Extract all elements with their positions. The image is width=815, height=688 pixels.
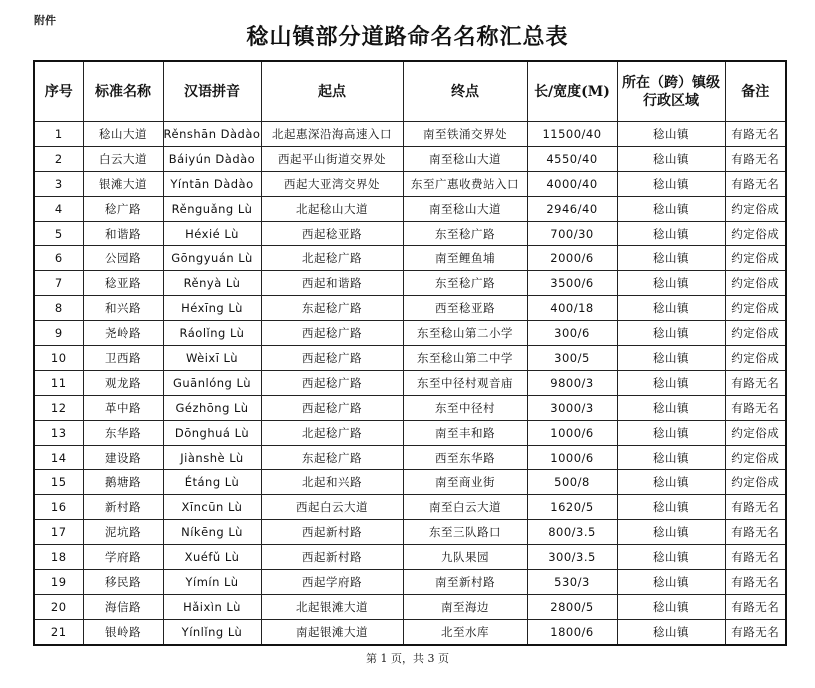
serial-no-cell: 21	[34, 619, 83, 644]
serial-no-cell: 1	[34, 122, 83, 147]
pinyin-cell: Héxié Lù	[163, 221, 261, 246]
standard-name-cell: 革中路	[83, 395, 163, 420]
admin-area-cell: 稔山镇	[617, 122, 725, 147]
end-point-cell: 东至稔山第二小学	[403, 321, 527, 346]
start-point-cell: 西起学府路	[261, 570, 403, 595]
serial-no-cell: 4	[34, 196, 83, 221]
remarks-cell: 约定俗成	[725, 321, 786, 346]
start-point-cell: 西起稔亚路	[261, 221, 403, 246]
table-row	[34, 520, 786, 545]
serial-no-cell: 17	[34, 520, 83, 545]
length-width-cell: 400/18	[527, 296, 617, 321]
length-width-cell: 4000/40	[527, 171, 617, 196]
pinyin-cell: Báiyún Dàdào	[163, 146, 261, 171]
header-length-width: 长/宽度(M)	[527, 61, 617, 122]
admin-area-cell: 稔山镇	[617, 619, 725, 644]
end-point-cell: 东至稔广路	[403, 271, 527, 296]
admin-area-cell: 稔山镇	[617, 321, 725, 346]
header-standard-name: 标准名称	[83, 61, 163, 122]
start-point-cell: 北起和兴路	[261, 470, 403, 495]
remarks-cell: 约定俗成	[725, 470, 786, 495]
remarks-cell: 约定俗成	[725, 196, 786, 221]
admin-area-cell: 稔山镇	[617, 246, 725, 271]
serial-no-cell: 5	[34, 221, 83, 246]
pinyin-cell: Wèixī Lù	[163, 346, 261, 371]
end-point-cell: 南至铁涌交界处	[403, 122, 527, 147]
length-width-cell: 500/8	[527, 470, 617, 495]
remarks-cell: 约定俗成	[725, 346, 786, 371]
start-point-cell: 南起银滩大道	[261, 619, 403, 644]
length-width-cell: 1000/6	[527, 420, 617, 445]
standard-name-cell: 学府路	[83, 545, 163, 570]
table-body	[34, 122, 786, 645]
pinyin-cell: Gōngyuán Lù	[163, 246, 261, 271]
table-row	[34, 196, 786, 221]
table-row	[34, 545, 786, 570]
start-point-cell: 北起稔广路	[261, 246, 403, 271]
end-point-cell: 南至稔山大道	[403, 146, 527, 171]
admin-area-cell: 稔山镇	[617, 171, 725, 196]
standard-name-cell: 公园路	[83, 246, 163, 271]
table-row	[34, 146, 786, 171]
admin-area-cell: 稔山镇	[617, 146, 725, 171]
pinyin-cell: Étáng Lù	[163, 470, 261, 495]
page-footer: 第 1 页，共 3 页	[366, 652, 449, 665]
remarks-cell: 有路无名	[725, 122, 786, 147]
serial-no-cell: 7	[34, 271, 83, 296]
length-width-cell: 3500/6	[527, 271, 617, 296]
table-row	[34, 495, 786, 520]
admin-area-cell: 稔山镇	[617, 495, 725, 520]
remarks-cell: 有路无名	[725, 395, 786, 420]
table-row	[34, 271, 786, 296]
standard-name-cell: 泥坑路	[83, 520, 163, 545]
table-row	[34, 321, 786, 346]
remarks-cell: 有路无名	[725, 594, 786, 619]
remarks-cell: 约定俗成	[725, 296, 786, 321]
remarks-cell: 约定俗成	[725, 271, 786, 296]
attachment-label: 附件	[34, 14, 56, 27]
start-point-cell: 东起稔广路	[261, 445, 403, 470]
table-row	[34, 171, 786, 196]
admin-area-cell: 稔山镇	[617, 545, 725, 570]
end-point-cell: 北至水库	[403, 619, 527, 644]
length-width-cell: 2800/5	[527, 594, 617, 619]
serial-no-cell: 18	[34, 545, 83, 570]
standard-name-cell: 建设路	[83, 445, 163, 470]
table-row	[34, 221, 786, 246]
end-point-cell: 南至新村路	[403, 570, 527, 595]
admin-area-cell: 稔山镇	[617, 196, 725, 221]
header-start-point: 起点	[261, 61, 403, 122]
admin-area-cell: 稔山镇	[617, 395, 725, 420]
end-point-cell: 南至丰和路	[403, 420, 527, 445]
pinyin-cell: Yímín Lù	[163, 570, 261, 595]
table-row	[34, 370, 786, 395]
length-width-cell: 1800/6	[527, 619, 617, 644]
table-row	[34, 470, 786, 495]
table-row	[34, 246, 786, 271]
serial-no-cell: 19	[34, 570, 83, 595]
pinyin-cell: Gézhōng Lù	[163, 395, 261, 420]
admin-area-cell: 稔山镇	[617, 594, 725, 619]
length-width-cell: 4550/40	[527, 146, 617, 171]
serial-no-cell: 13	[34, 420, 83, 445]
table-row	[34, 619, 786, 644]
table-row	[34, 420, 786, 445]
table-header-row	[34, 61, 786, 122]
road-naming-table	[33, 60, 787, 646]
length-width-cell: 800/3.5	[527, 520, 617, 545]
length-width-cell: 700/30	[527, 221, 617, 246]
length-width-cell: 2946/40	[527, 196, 617, 221]
length-width-cell: 2000/6	[527, 246, 617, 271]
admin-area-cell: 稔山镇	[617, 346, 725, 371]
standard-name-cell: 海信路	[83, 594, 163, 619]
header-pinyin: 汉语拼音	[163, 61, 261, 122]
serial-no-cell: 11	[34, 370, 83, 395]
start-point-cell: 西起白云大道	[261, 495, 403, 520]
table-row	[34, 346, 786, 371]
remarks-cell: 有路无名	[725, 171, 786, 196]
table-row	[34, 296, 786, 321]
start-point-cell: 北起惠深沿海高速入口	[261, 122, 403, 147]
remarks-cell: 有路无名	[725, 495, 786, 520]
end-point-cell: 南至海边	[403, 594, 527, 619]
standard-name-cell: 稔山大道	[83, 122, 163, 147]
remarks-cell: 有路无名	[725, 545, 786, 570]
start-point-cell: 西起稔广路	[261, 346, 403, 371]
admin-area-cell: 稔山镇	[617, 520, 725, 545]
table-row	[34, 570, 786, 595]
end-point-cell: 东至中径村	[403, 395, 527, 420]
remarks-cell: 约定俗成	[725, 420, 786, 445]
standard-name-cell: 和兴路	[83, 296, 163, 321]
admin-area-cell: 稔山镇	[617, 470, 725, 495]
standard-name-cell: 观龙路	[83, 370, 163, 395]
start-point-cell: 西起稔广路	[261, 395, 403, 420]
end-point-cell: 东至广惠收费站入口	[403, 171, 527, 196]
table-row	[34, 445, 786, 470]
end-point-cell: 南至白云大道	[403, 495, 527, 520]
standard-name-cell: 移民路	[83, 570, 163, 595]
remarks-cell: 有路无名	[725, 370, 786, 395]
serial-no-cell: 14	[34, 445, 83, 470]
serial-no-cell: 3	[34, 171, 83, 196]
start-point-cell: 北起稔山大道	[261, 196, 403, 221]
pinyin-cell: Hǎixìn Lù	[163, 594, 261, 619]
standard-name-cell: 白云大道	[83, 146, 163, 171]
start-point-cell: 西起平山街道交界处	[261, 146, 403, 171]
pinyin-cell: Rěnyà Lù	[163, 271, 261, 296]
start-point-cell: 西起新村路	[261, 545, 403, 570]
serial-no-cell: 2	[34, 146, 83, 171]
standard-name-cell: 卫西路	[83, 346, 163, 371]
standard-name-cell: 稔广路	[83, 196, 163, 221]
admin-area-cell: 稔山镇	[617, 420, 725, 445]
admin-area-cell: 稔山镇	[617, 271, 725, 296]
end-point-cell: 东至中径村观音庙	[403, 370, 527, 395]
remarks-cell: 有路无名	[725, 619, 786, 644]
table-row	[34, 395, 786, 420]
document-title: 稔山镇部分道路命名名称汇总表	[246, 24, 569, 50]
admin-area-cell: 稔山镇	[617, 221, 725, 246]
header-end-point: 终点	[403, 61, 527, 122]
remarks-cell: 约定俗成	[725, 246, 786, 271]
pinyin-cell: Yíntān Dàdào	[163, 171, 261, 196]
admin-area-cell: 稔山镇	[617, 445, 725, 470]
admin-area-cell: 稔山镇	[617, 296, 725, 321]
standard-name-cell: 鹅塘路	[83, 470, 163, 495]
serial-no-cell: 8	[34, 296, 83, 321]
remarks-cell: 约定俗成	[725, 221, 786, 246]
pinyin-cell: Guānlóng Lù	[163, 370, 261, 395]
serial-no-cell: 16	[34, 495, 83, 520]
remarks-cell: 约定俗成	[725, 445, 786, 470]
length-width-cell: 530/3	[527, 570, 617, 595]
standard-name-cell: 新村路	[83, 495, 163, 520]
end-point-cell: 南至稔山大道	[403, 196, 527, 221]
header-remarks: 备注	[725, 61, 786, 122]
standard-name-cell: 东华路	[83, 420, 163, 445]
standard-name-cell: 稔亚路	[83, 271, 163, 296]
end-point-cell: 南至商业街	[403, 470, 527, 495]
pinyin-cell: Yínlǐng Lù	[163, 619, 261, 644]
admin-area-cell: 稔山镇	[617, 370, 725, 395]
length-width-cell: 9800/3	[527, 370, 617, 395]
pinyin-cell: Jiànshè Lù	[163, 445, 261, 470]
serial-no-cell: 9	[34, 321, 83, 346]
table-row	[34, 122, 786, 147]
end-point-cell: 九队果园	[403, 545, 527, 570]
standard-name-cell: 和谐路	[83, 221, 163, 246]
start-point-cell: 西起稔广路	[261, 370, 403, 395]
end-point-cell: 东至稔山第二中学	[403, 346, 527, 371]
start-point-cell: 西起稔广路	[261, 321, 403, 346]
end-point-cell: 西至东华路	[403, 445, 527, 470]
table-row	[34, 594, 786, 619]
pinyin-cell: Rěnguǎng Lù	[163, 196, 261, 221]
start-point-cell: 西起和谐路	[261, 271, 403, 296]
standard-name-cell: 银岭路	[83, 619, 163, 644]
pinyin-cell: Ráolǐng Lù	[163, 321, 261, 346]
serial-no-cell: 12	[34, 395, 83, 420]
serial-no-cell: 20	[34, 594, 83, 619]
pinyin-cell: Xuéfǔ Lù	[163, 545, 261, 570]
serial-no-cell: 6	[34, 246, 83, 271]
pinyin-cell: Rěnshān Dàdào	[163, 122, 261, 147]
standard-name-cell: 尧岭路	[83, 321, 163, 346]
length-width-cell: 1000/6	[527, 445, 617, 470]
admin-area-cell: 稔山镇	[617, 570, 725, 595]
length-width-cell: 300/6	[527, 321, 617, 346]
serial-no-cell: 15	[34, 470, 83, 495]
serial-no-cell: 10	[34, 346, 83, 371]
length-width-cell: 1620/5	[527, 495, 617, 520]
length-width-cell: 3000/3	[527, 395, 617, 420]
header-admin-area: 所在（跨）镇级行政区域	[617, 61, 725, 122]
pinyin-cell: Níkēng Lù	[163, 520, 261, 545]
standard-name-cell: 银滩大道	[83, 171, 163, 196]
length-width-cell: 11500/40	[527, 122, 617, 147]
length-width-cell: 300/3.5	[527, 545, 617, 570]
start-point-cell: 北起银滩大道	[261, 594, 403, 619]
pinyin-cell: Dōnghuá Lù	[163, 420, 261, 445]
pinyin-cell: Héxīng Lù	[163, 296, 261, 321]
remarks-cell: 有路无名	[725, 520, 786, 545]
start-point-cell: 东起稔广路	[261, 296, 403, 321]
header-serial-no: 序号	[34, 61, 83, 122]
end-point-cell: 东至三队路口	[403, 520, 527, 545]
start-point-cell: 北起稔广路	[261, 420, 403, 445]
start-point-cell: 西起新村路	[261, 520, 403, 545]
pinyin-cell: Xīncūn Lù	[163, 495, 261, 520]
end-point-cell: 南至鲤鱼埔	[403, 246, 527, 271]
start-point-cell: 西起大亚湾交界处	[261, 171, 403, 196]
end-point-cell: 东至稔广路	[403, 221, 527, 246]
remarks-cell: 有路无名	[725, 146, 786, 171]
length-width-cell: 300/5	[527, 346, 617, 371]
remarks-cell: 有路无名	[725, 570, 786, 595]
end-point-cell: 西至稔亚路	[403, 296, 527, 321]
